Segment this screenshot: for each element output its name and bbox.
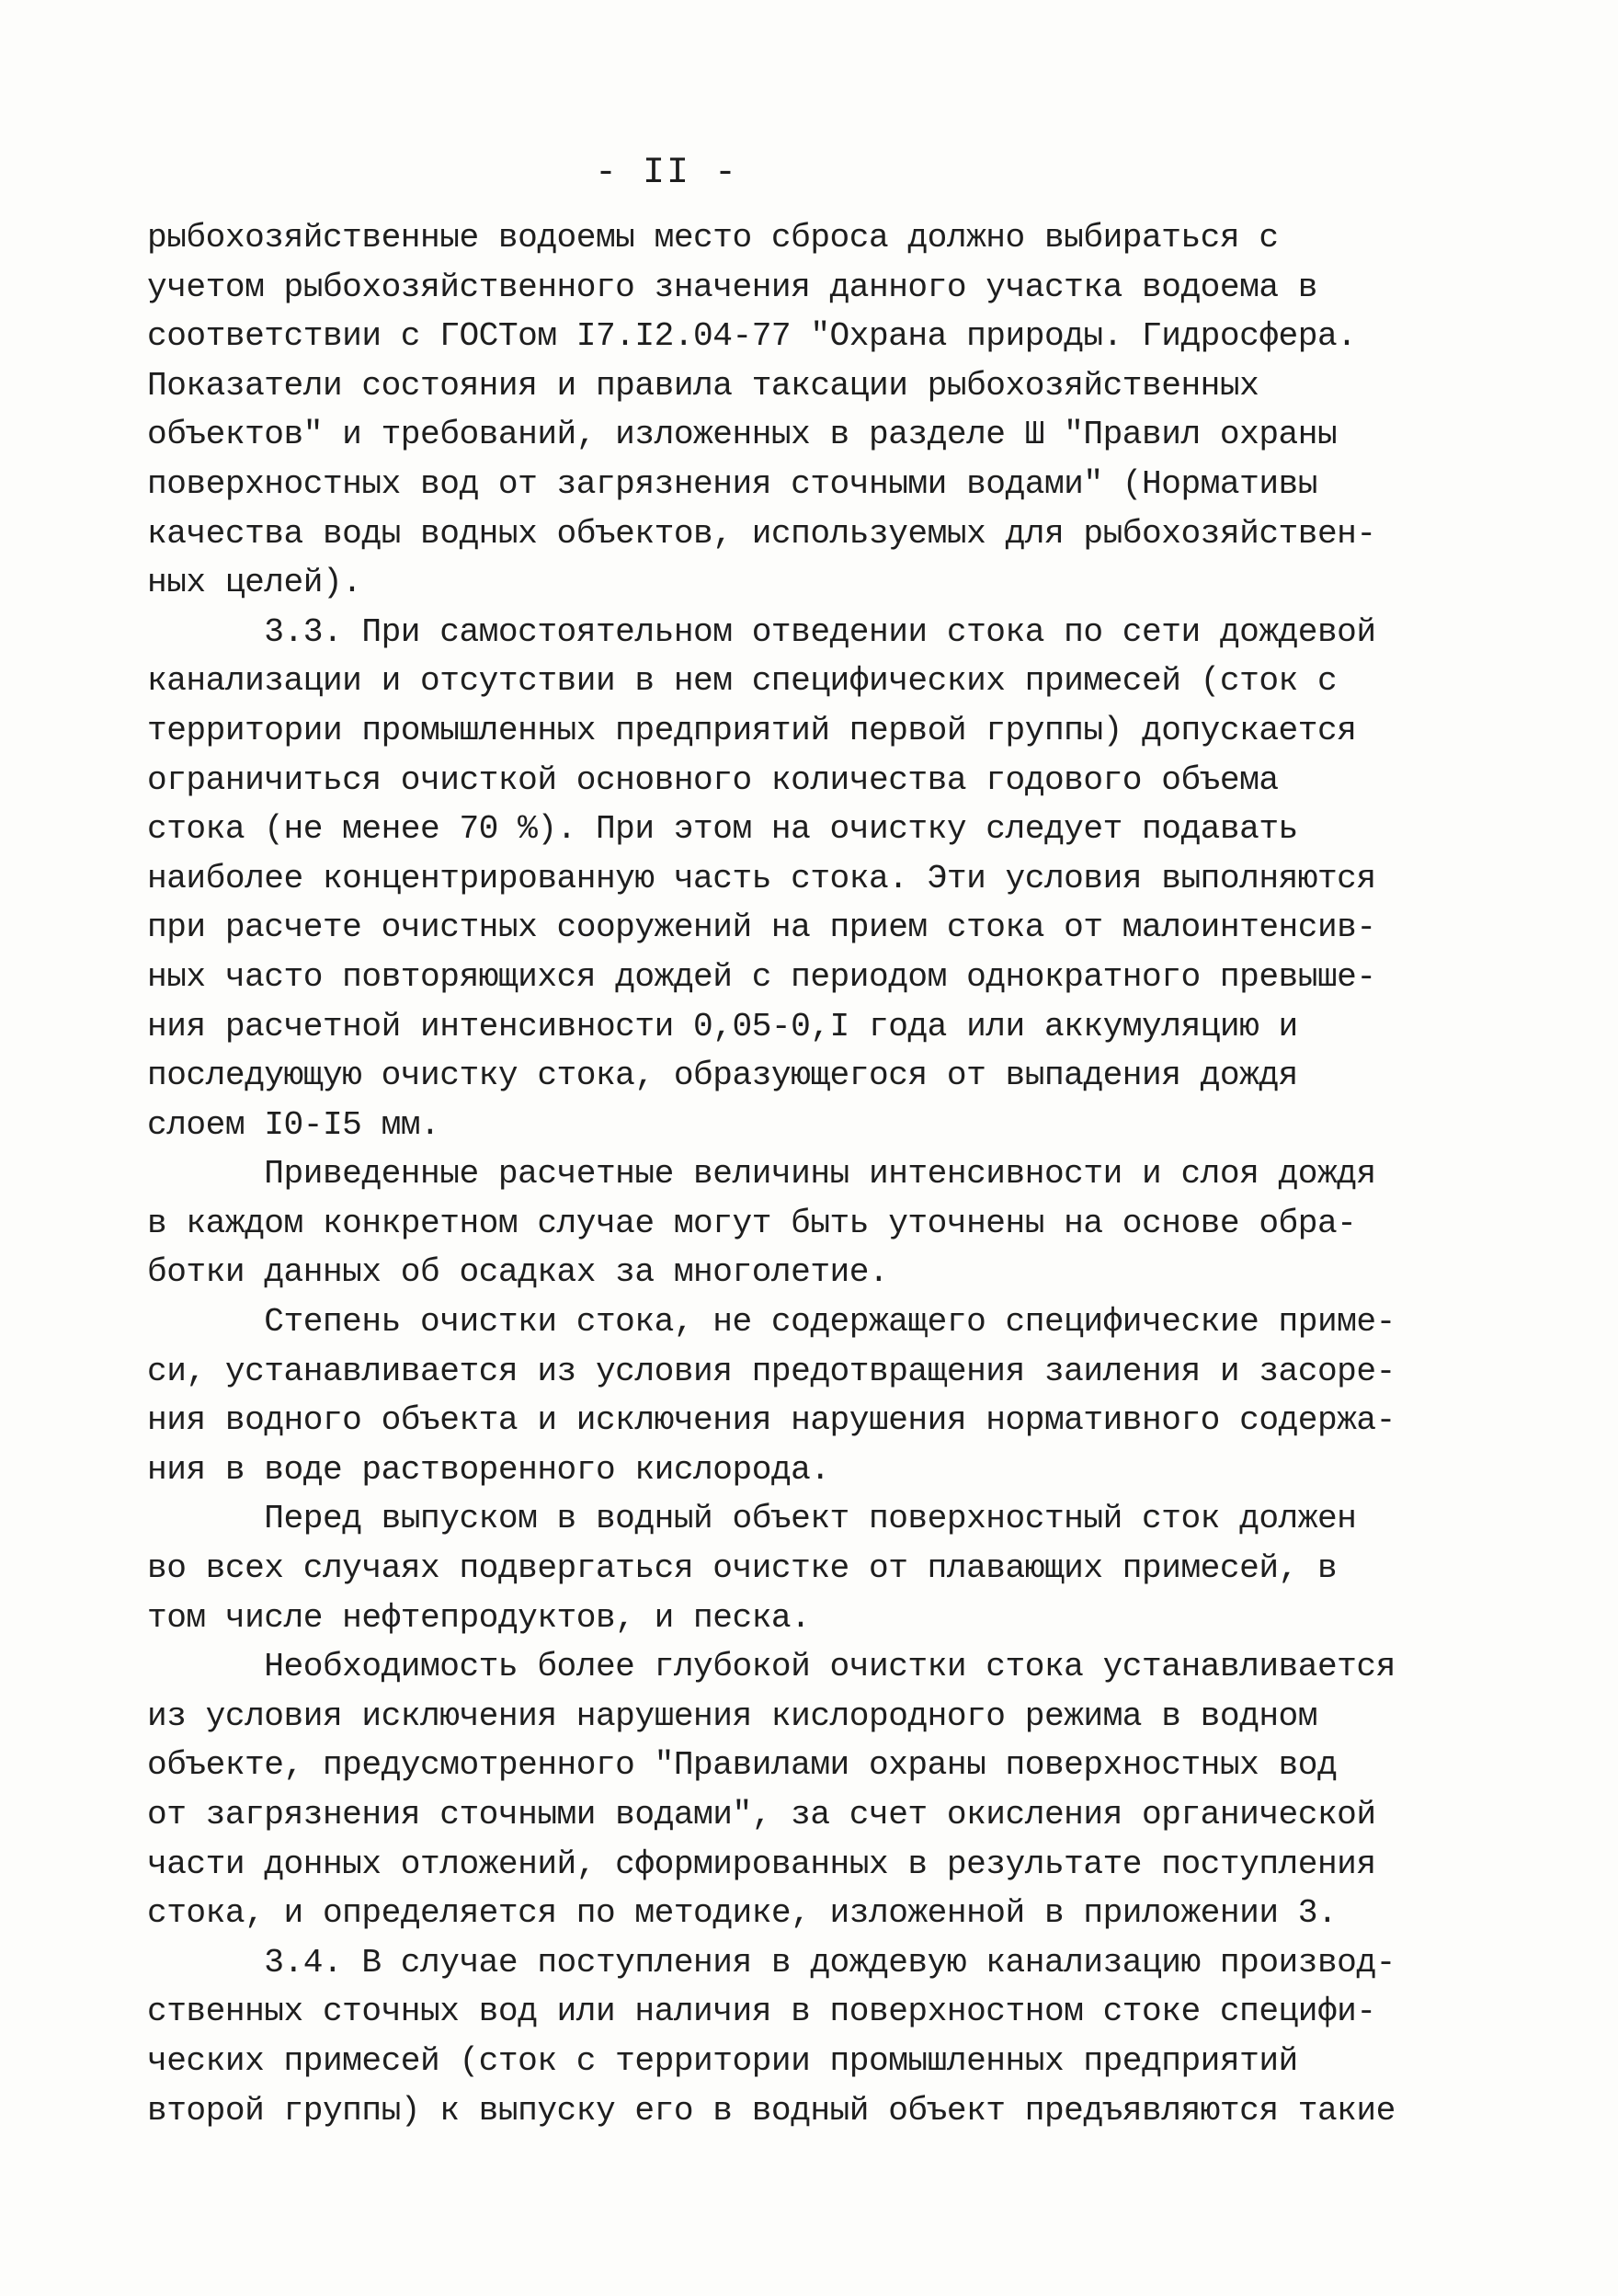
text-line: том числе нефтепродуктов, и песка. [147,1598,811,1637]
text-line: соответствии с ГОСТом I7.I2.04-77 "Охрана природы. Гидросфера. [147,317,1357,356]
text-line: ограничиться очисткой основного количества годового объема [147,760,1279,799]
text-line: наиболее концентрированную часть стока. Эти условия выполняются [147,859,1376,897]
text-line: объекте, предусмотренного "Правилами охраны поверхностных вод [147,1746,1338,1785]
text-line: ных часто повторяющихся дождей с периодом однократного превыше- [147,957,1376,996]
text-line: рыбохозяйственные водоемы место сброса должно выбираться с [147,219,1279,257]
text-line: ния в воде растворенного кислорода. [147,1450,830,1489]
text-line: объектов" и требований, изложенных в разделе Ш "Правил охраны [147,416,1338,454]
text-line: ческих примесей (сток с территории промышленных предприятий [147,2041,1298,2080]
text-line: ния расчетной интенсивности 0,05-0,I года или аккумуляцию и [147,1007,1298,1045]
text-line: слоем I0-I5 мм. [147,1105,440,1144]
text-line: в каждом конкретном случае могут быть уточнены на основе обра- [147,1204,1357,1242]
text-line: канализации и отсутствии в нем специфических примесей (сток с [147,662,1338,701]
text-line: стока (не менее 70 %). При этом на очистку следует подавать [147,810,1298,849]
text-line: ботки данных об осадках за многолетие. [147,1253,889,1292]
text-line: качества воды водных объектов, используемых для рыбохозяйствен- [147,514,1376,553]
text-line: Приведенные расчетные величины интенсивности и слоя дождя [147,1155,1376,1194]
text-line: Показатели состояния и правила таксации рыбохозяйственных [147,366,1259,405]
text-line: Необходимость более глубокой очистки стока устанавливается [147,1648,1396,1686]
text-line: стока, и определяется по методике, изложенной в приложении 3. [147,1894,1338,1933]
text-line: во всех случаях подвергаться очистке от плавающих примесей, в [147,1549,1338,1588]
text-line: ных целей). [147,564,362,602]
text-line: территории промышленных предприятий первой группы) допускается [147,711,1357,749]
text-line: от загрязнения сточными водами", за счет окисления органической [147,1796,1376,1833]
text-line: Степень очистки стока, не содержащего специфические приме- [147,1303,1396,1342]
text-line: Перед выпуском в водный объект поверхностный сток должен [147,1500,1357,1538]
text-line: при расчете очистных сооружений на прием стока от малоинтенсив- [147,908,1376,947]
text-line: из условия исключения нарушения кислородного режима в водном [147,1696,1317,1735]
text-line: 3.4. В случае поступления в дождевую канализацию производ- [147,1943,1396,1982]
body-text [147,213,1453,2135]
text-line: второй группы) к выпуску его в водный объект предъявляются такие [147,2091,1396,2130]
text-line: ственных сточных вод или наличия в поверхностном стоке специфи- [147,1993,1376,2031]
text-line: 3.3. При самостоятельном отведении стока по сети дождевой [147,612,1376,651]
text-line: последующую очистку стока, образующегося от выпадения дождя [147,1057,1298,1095]
text-line: поверхностных вод от загрязнения сточными водами" (Нормативы [147,464,1317,503]
text-line: учетом рыбохозяйственного значения данного участка водоема в [147,268,1317,306]
text-line: части донных отложений, сформированных в результате поступления [147,1845,1376,1883]
text-line: ния водного объекта и исключения нарушения нормативного содержа- [147,1401,1396,1440]
page-number: - II - [594,153,739,194]
text-line: си, устанавливается из условия предотвращения заиления и засоре- [147,1352,1396,1390]
